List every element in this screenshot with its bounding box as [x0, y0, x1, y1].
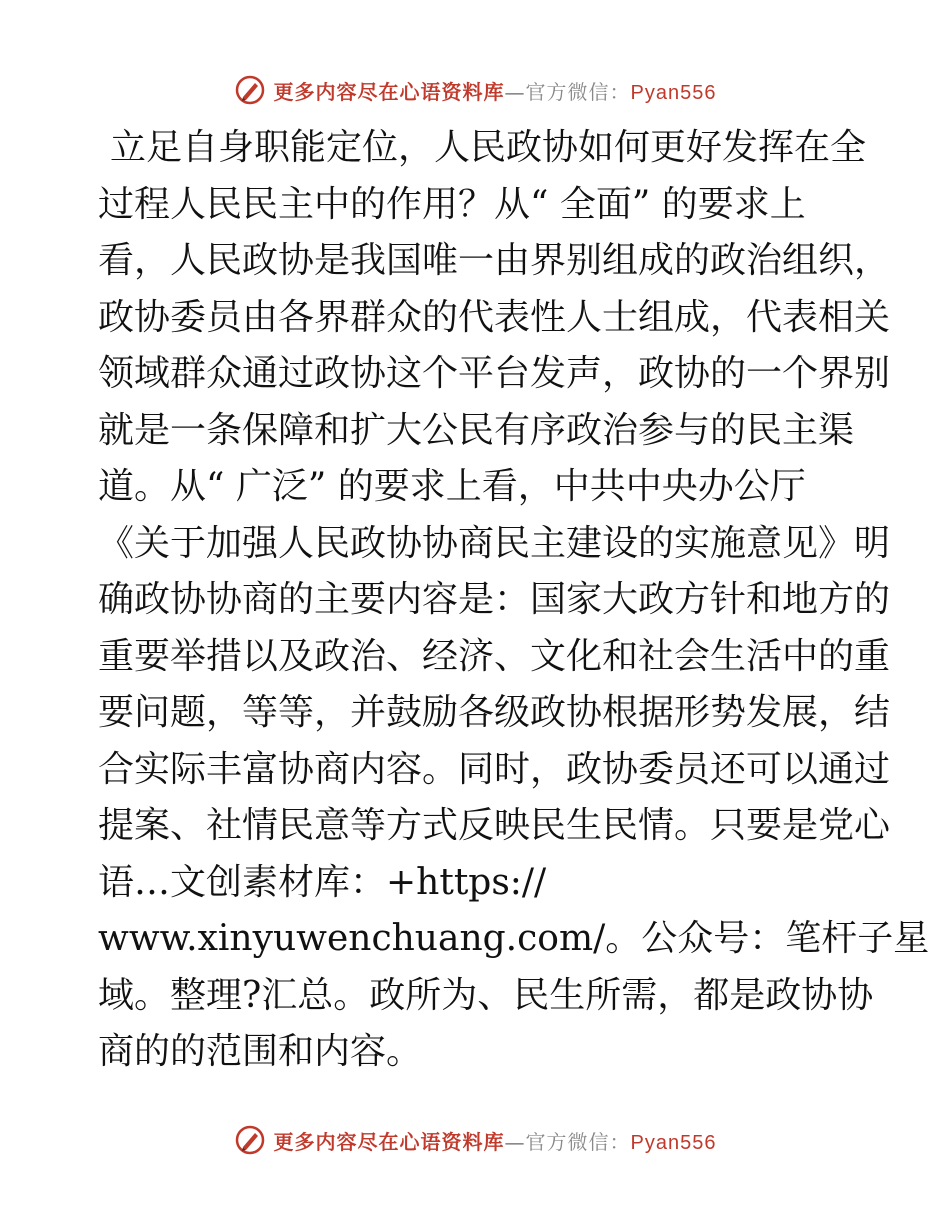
- text-line: 商的的范围和内容。: [98, 1031, 423, 1072]
- banner-wechat-id: Pyan556: [630, 1131, 717, 1154]
- text-line: 道。从“ 广泛” 的要求上看，中共中央办公厅: [98, 466, 806, 507]
- banner-site-name: 更多内容尽在心语资料库: [273, 1129, 505, 1154]
- pen-logo-icon: [234, 1124, 266, 1156]
- text-line: 语…文创素材库：+https://: [98, 861, 547, 903]
- document-body: [98, 120, 930, 1081]
- banner-text: [274, 1126, 717, 1155]
- text-line: 提案、社情民意等方式反映民生民情。只要是党心: [98, 805, 891, 846]
- banner-separator: —: [504, 79, 526, 104]
- text-line: 看，人民政协是我国唯一由界别组成的政治组织，: [98, 240, 891, 281]
- text-line: 重要举措以及政治、经济、文化和社会生活中的重: [98, 635, 891, 677]
- text-line: 立足自身职能定位，人民政协如何更好发挥在全: [110, 127, 867, 168]
- pen-logo-icon: [234, 74, 266, 106]
- banner-separator: —: [504, 1129, 526, 1154]
- text-line: 确政协协商的主要内容是：国家大政方针和地方的: [98, 579, 891, 620]
- text-line: 就是一条保障和扩大公民有序政治参与的民主渠: [98, 409, 855, 451]
- banner-wechat-label: 官方微信：: [525, 79, 631, 104]
- text-line: 《关于加强人民政协协商民主建设的实施意见》明: [98, 522, 891, 564]
- text-line: 过程人民民主中的作用？从“ 全面” 的要求上: [98, 183, 806, 225]
- text-line: 合实际丰富协商内容。同时，政协委员还可以通过: [98, 748, 891, 790]
- text-line: 要问题，等等，并鼓励各级政协根据形势发展，结: [98, 692, 891, 733]
- footer-banner: [0, 1120, 950, 1160]
- banner-wechat-id: Pyan556: [630, 81, 717, 104]
- text-line: 域。整理?汇总。政所为、民生所需，都是政协协: [98, 974, 874, 1016]
- banner-site-name: 更多内容尽在心语资料库: [273, 79, 505, 104]
- header-banner: [0, 70, 950, 110]
- text-line: 领域群众通过政协这个平台发声，政协的一个界别: [98, 353, 891, 394]
- text-line: www.xinyuwenchuang.com/。公众号：笔杆子星: [98, 918, 930, 959]
- banner-text: [274, 76, 717, 105]
- banner-wechat-label: 官方微信：: [525, 1129, 631, 1154]
- text-line: 政协委员由各界群众的代表性人士组成，代表相关: [98, 296, 891, 338]
